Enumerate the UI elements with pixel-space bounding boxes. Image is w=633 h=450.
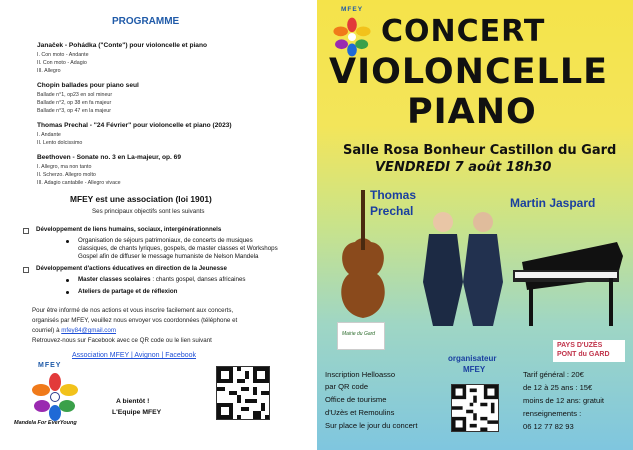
piece-4-movement: III. Adagio cantabile - Allegro vivace (37, 180, 121, 186)
goodbye-line-1: A bientôt ! (116, 398, 150, 405)
objective-1-line: Gospel afin de diffuser le message humaniste de Nelson Mandela (78, 253, 259, 260)
programme-title: PROGRAMME (112, 16, 180, 27)
piece-1-movement: III. Allegro (37, 68, 61, 74)
facebook-link[interactable]: Association MFEY | Avignon | Facebook (72, 352, 197, 359)
piece-1-movement: II. Con moto - Adagio (37, 60, 87, 66)
objective-1-title: Développement de liens humains, sociaux, intergénérationnels (36, 226, 222, 233)
piece-3-title: Thomas Prechal - "24 Février" pour violoncelle et piano (2023) (37, 122, 232, 129)
tourism-logo-line-1: PAYS D'UZÈS (557, 342, 603, 349)
objective-1-line: Organisation de séjours patrimoniaux, de concerts de musiques (78, 237, 253, 244)
performer-2: Martin Jaspard (510, 196, 596, 210)
facebook-qr-code[interactable] (216, 366, 270, 420)
piece-2-movement: Ballade n°2, op 38 en fa majeur (37, 100, 112, 106)
piece-2-movement: Ballade n°1, op23 en sol mineur (37, 92, 113, 98)
piece-3-movement: I. Andante (37, 132, 61, 138)
association-subtitle: Ses principaux objectifs sont les suivants (92, 208, 205, 215)
piece-4-movement: II. Scherzo. Allegro molto (37, 172, 96, 178)
concert-date: VENDREDI 7 août 18h30 (375, 160, 552, 175)
piece-1-title: Janaček - Pohádka ("Conte") pour violoncelle et piano (37, 42, 208, 49)
tarif-line: moins de 12 ans: gratuit (523, 396, 605, 405)
association-title: MFEY est une association (loi 1901) (70, 194, 212, 204)
info-line: organisés par MFEY, veuillez nous envoyer vos coordonnées (téléphone et (32, 317, 238, 324)
mairie-logo (337, 322, 385, 350)
piece-2-title: Chopin ballades pour piano seul (37, 82, 139, 89)
mairie-logo-text: Mairie du Gard (342, 331, 376, 337)
tourism-logo (553, 340, 625, 362)
piece-2-movement: Ballade n°3, op 47 en la majeur (37, 108, 111, 114)
organisateur-name: MFEY (463, 365, 486, 374)
title-piano: PIANO (407, 92, 537, 132)
organisateur-label: organisateur (448, 354, 497, 363)
tarif-line: renseignements : (523, 409, 582, 418)
inscription-line: Sur place le jour du concert (325, 421, 418, 430)
tarif-line: de 12 à 25 ans : 15€ (523, 383, 593, 392)
info-line-email (32, 327, 116, 334)
objective-2-title: Développement d'actions éducatives en direction de la Jeunesse (36, 265, 227, 272)
bullet-dot-icon (66, 291, 69, 294)
logo-text-right: MFEY (341, 6, 364, 13)
info-line: Pour être informé de nos actions et vous inscrire facilement aux concerts, (32, 307, 234, 314)
piece-1-movement: I. Con moto - Andante (37, 52, 89, 58)
inscription-line: d'Uzès et Remoulins (325, 408, 395, 417)
inscription-line: Office de tourisme (325, 395, 387, 404)
tarif-phone: 06 12 77 82 93 (523, 422, 574, 431)
flower-logo-icon (24, 372, 86, 422)
inscription-line: Inscription Helloasso (325, 370, 396, 379)
checkbox-bullet-icon (23, 267, 29, 273)
objective-2-item-2: Ateliers de partage et de réflexion (78, 288, 178, 295)
email-link[interactable]: mfey84@gmail.com (61, 327, 117, 334)
mfey-logo (24, 360, 86, 422)
piece-4-movement: I. Allegro, ma non tanto (37, 164, 92, 170)
bullet-dot-icon (66, 240, 69, 243)
facebook-line: Retrouvez-nous sur Facebook avec ce QR code ou le lien suivant (32, 337, 212, 344)
objective-2-item-1-rest: : chants gospel, danses africaines (150, 276, 246, 283)
tourism-logo-line-2: PONT du GARD (557, 351, 610, 358)
bullet-dot-icon (66, 279, 69, 282)
venue: Salle Rosa Bonheur Castillon du Gard (343, 143, 617, 158)
qr-code-icon (452, 385, 498, 431)
tarif-line: Tarif général : 20€ (523, 370, 584, 379)
checkbox-bullet-icon (23, 228, 29, 234)
performer-1-line-2: Prechal (370, 204, 414, 218)
objective-2-item-1 (78, 276, 246, 283)
logo-text: MFEY (38, 362, 62, 369)
title-concert: CONCERT (381, 14, 546, 49)
piece-3-movement: II. Lento dolcissimo (37, 140, 83, 146)
helloasso-qr-code[interactable] (451, 384, 499, 432)
qr-code-icon (217, 367, 269, 419)
objective-1-line: classiques, de chants lyriques, gospels, de master classes et Workshops (78, 245, 278, 252)
performer-1-line-1: Thomas (370, 188, 417, 202)
piece-4-title: Beethoven - Sonate no. 3 en La-majeur, op. 69 (37, 154, 181, 161)
logo-caption: Mandela For EverYoung (14, 420, 77, 426)
info-line-prefix: courriel) à (32, 327, 62, 334)
mfey-logo-right (327, 6, 377, 58)
title-violoncelle: VIOLONCELLE (329, 52, 609, 92)
goodbye-line-2: L'Equipe MFEY (112, 409, 162, 416)
objective-2-item-1-bold: Master classes scolaires (78, 276, 151, 283)
right-page (317, 0, 633, 450)
inscription-line: par QR code (325, 382, 369, 391)
